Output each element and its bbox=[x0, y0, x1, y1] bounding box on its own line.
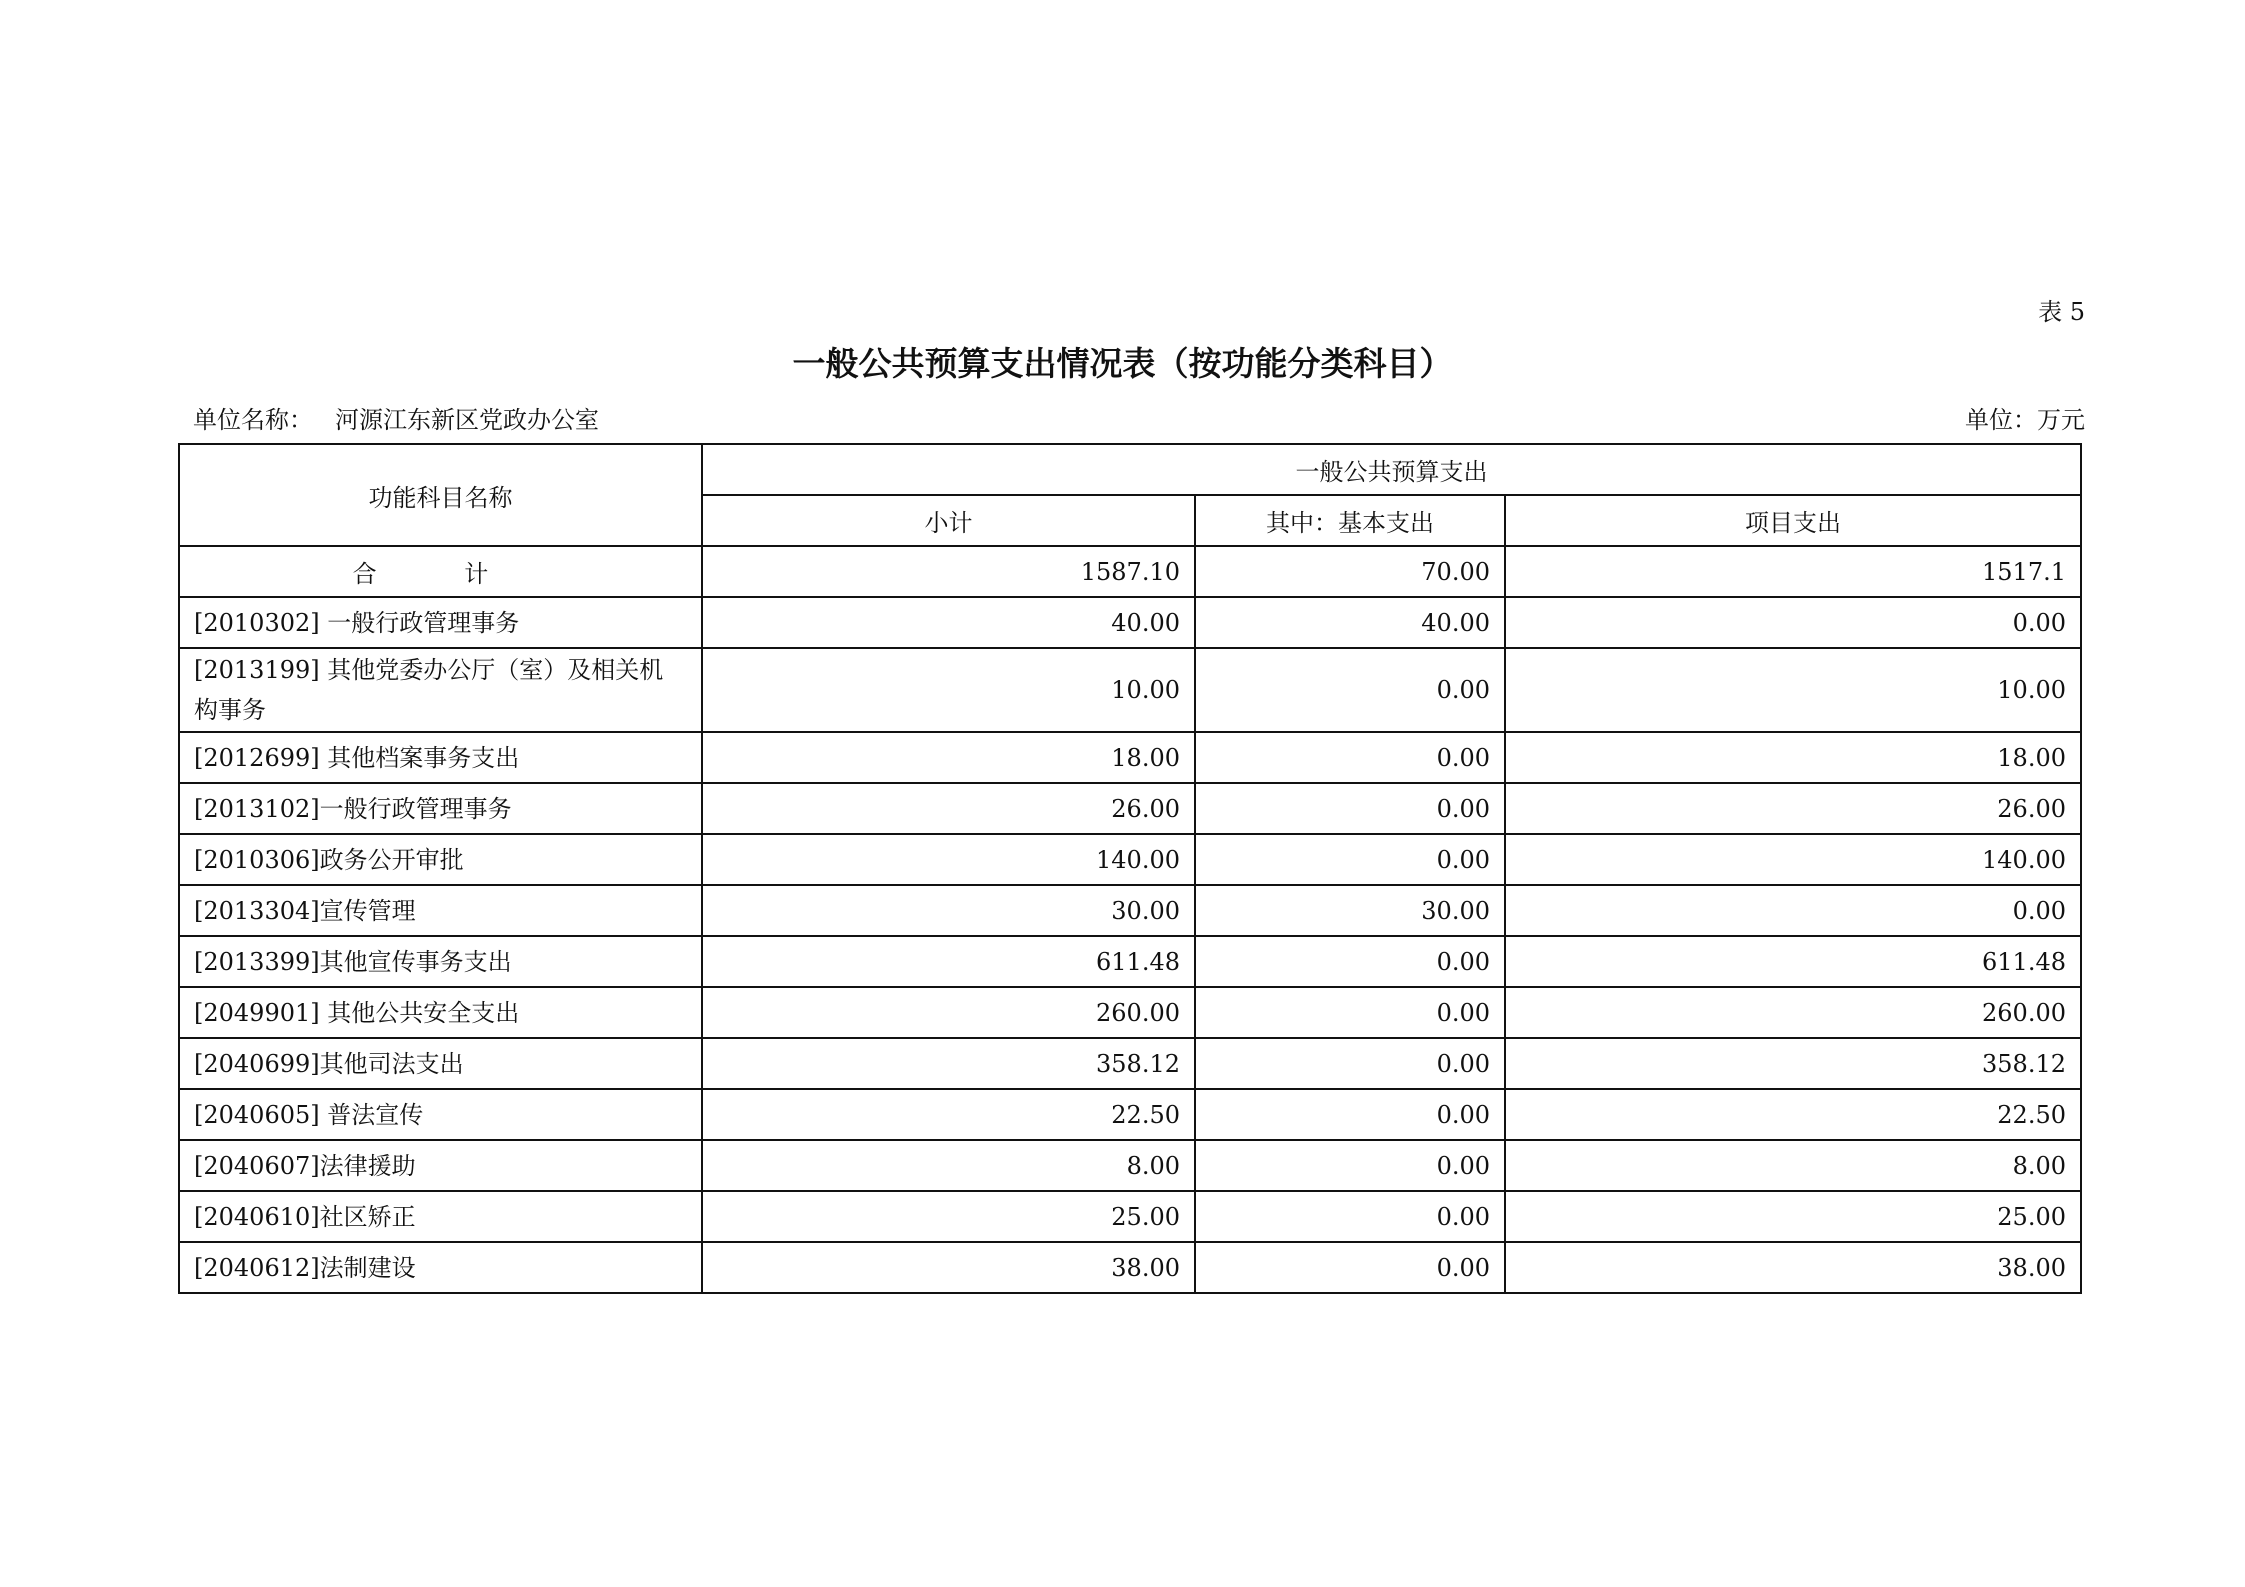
row-name: [2013199] 其他党委办公厅（室）及相关机构事务 bbox=[179, 648, 702, 732]
row-subtotal: 40.00 bbox=[702, 597, 1195, 648]
budget-table bbox=[178, 443, 2082, 1294]
row-project: 22.50 bbox=[1505, 1089, 2081, 1140]
row-project: 358.12 bbox=[1505, 1038, 2081, 1089]
unit-label: 单位：万元 bbox=[1965, 406, 2085, 434]
row-project: 260.00 bbox=[1505, 987, 2081, 1038]
header-project: 项目支出 bbox=[1505, 495, 2081, 546]
header-row bbox=[179, 444, 2081, 495]
table-row bbox=[179, 1038, 2081, 1089]
row-name: [2040607]法律援助 bbox=[179, 1140, 702, 1191]
row-project: 611.48 bbox=[1505, 936, 2081, 987]
row-project: 140.00 bbox=[1505, 834, 2081, 885]
header-subtotal: 小计 bbox=[702, 495, 1195, 546]
table-row bbox=[179, 732, 2081, 783]
row-name: [2040610]社区矫正 bbox=[179, 1191, 702, 1242]
unit-name-value: 河源江东新区党政办公室 bbox=[335, 406, 599, 434]
row-basic: 0.00 bbox=[1195, 1140, 1505, 1191]
row-basic: 0.00 bbox=[1195, 732, 1505, 783]
total-subtotal: 1587.10 bbox=[702, 546, 1195, 597]
row-basic: 40.00 bbox=[1195, 597, 1505, 648]
table-row bbox=[179, 1089, 2081, 1140]
row-name: [2040605] 普法宣传 bbox=[179, 1089, 702, 1140]
table-row bbox=[179, 597, 2081, 648]
table-row bbox=[179, 1242, 2081, 1293]
row-subtotal: 8.00 bbox=[702, 1140, 1195, 1191]
table-row bbox=[179, 1191, 2081, 1242]
row-subtotal: 18.00 bbox=[702, 732, 1195, 783]
row-name: [2040699]其他司法支出 bbox=[179, 1038, 702, 1089]
table-row bbox=[179, 1140, 2081, 1191]
row-basic: 0.00 bbox=[1195, 936, 1505, 987]
row-subtotal: 22.50 bbox=[702, 1089, 1195, 1140]
total-project: 1517.1 bbox=[1505, 546, 2081, 597]
row-subtotal: 260.00 bbox=[702, 987, 1195, 1038]
row-subtotal: 25.00 bbox=[702, 1191, 1195, 1242]
row-name: [2013102]一般行政管理事务 bbox=[179, 783, 702, 834]
row-project: 0.00 bbox=[1505, 885, 2081, 936]
total-basic: 70.00 bbox=[1195, 546, 1505, 597]
row-subtotal: 358.12 bbox=[702, 1038, 1195, 1089]
row-project: 8.00 bbox=[1505, 1140, 2081, 1191]
row-basic: 30.00 bbox=[1195, 885, 1505, 936]
unit-name-label: 单位名称： bbox=[193, 406, 313, 434]
table-number: 表 5 bbox=[2038, 298, 2085, 326]
row-subtotal: 140.00 bbox=[702, 834, 1195, 885]
page-title: 一般公共预算支出情况表（按功能分类科目） bbox=[792, 344, 1453, 383]
table-row bbox=[179, 783, 2081, 834]
row-name: [2013399]其他宣传事务支出 bbox=[179, 936, 702, 987]
row-basic: 0.00 bbox=[1195, 783, 1505, 834]
row-name: [2040612]法制建设 bbox=[179, 1242, 702, 1293]
row-subtotal: 10.00 bbox=[702, 648, 1195, 732]
row-basic: 0.00 bbox=[1195, 834, 1505, 885]
row-subtotal: 611.48 bbox=[702, 936, 1195, 987]
row-basic: 0.00 bbox=[1195, 1191, 1505, 1242]
header-group: 一般公共预算支出 bbox=[702, 444, 2081, 495]
total-label-text: 合 计 bbox=[352, 560, 529, 588]
row-name: [2012699] 其他档案事务支出 bbox=[179, 732, 702, 783]
row-basic: 0.00 bbox=[1195, 1038, 1505, 1089]
row-project: 38.00 bbox=[1505, 1242, 2081, 1293]
row-name: [2010302] 一般行政管理事务 bbox=[179, 597, 702, 648]
row-basic: 0.00 bbox=[1195, 1089, 1505, 1140]
row-basic: 0.00 bbox=[1195, 987, 1505, 1038]
row-subtotal: 38.00 bbox=[702, 1242, 1195, 1293]
table-row bbox=[179, 936, 2081, 987]
table-row bbox=[179, 885, 2081, 936]
row-subtotal: 26.00 bbox=[702, 783, 1195, 834]
row-project: 25.00 bbox=[1505, 1191, 2081, 1242]
unit-name bbox=[193, 400, 599, 435]
row-project: 10.00 bbox=[1505, 648, 2081, 732]
row-basic: 0.00 bbox=[1195, 1242, 1505, 1293]
row-project: 0.00 bbox=[1505, 597, 2081, 648]
total-row bbox=[179, 546, 2081, 597]
header-col-name: 功能科目名称 bbox=[179, 444, 702, 546]
total-label bbox=[179, 546, 702, 597]
row-name: [2013304]宣传管理 bbox=[179, 885, 702, 936]
table-row bbox=[179, 648, 2081, 732]
header-basic: 其中：基本支出 bbox=[1195, 495, 1505, 546]
table-row bbox=[179, 987, 2081, 1038]
row-project: 18.00 bbox=[1505, 732, 2081, 783]
row-basic: 0.00 bbox=[1195, 648, 1505, 732]
row-name: [2010306]政务公开审批 bbox=[179, 834, 702, 885]
row-subtotal: 30.00 bbox=[702, 885, 1195, 936]
table-row bbox=[179, 834, 2081, 885]
row-name: [2049901] 其他公共安全支出 bbox=[179, 987, 702, 1038]
row-project: 26.00 bbox=[1505, 783, 2081, 834]
